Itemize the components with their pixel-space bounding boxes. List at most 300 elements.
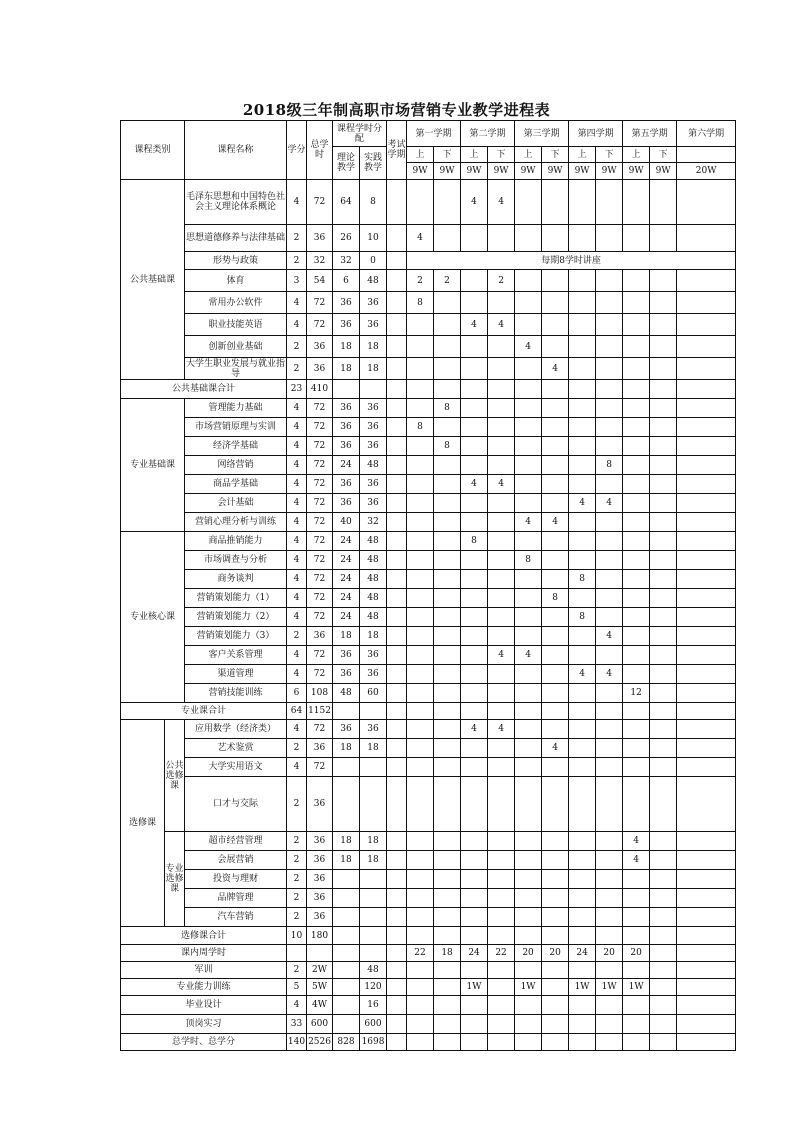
weekly-hours-cell bbox=[407, 608, 434, 627]
table-row bbox=[121, 456, 736, 475]
header-lower: 下 bbox=[650, 147, 677, 163]
weekly-hours-cell bbox=[515, 399, 542, 418]
practice-cell: 48 bbox=[360, 532, 387, 551]
weekly-hours-cell bbox=[677, 1034, 736, 1051]
empty-cell bbox=[488, 380, 515, 399]
weekly-hours-cell bbox=[677, 437, 736, 456]
course-name: 体育 bbox=[185, 270, 287, 292]
week-count: 9W bbox=[407, 163, 434, 180]
empty-cell bbox=[360, 927, 387, 945]
empty-cell bbox=[360, 380, 387, 399]
weekly-hours-cell bbox=[515, 475, 542, 494]
weekly-hours-cell bbox=[677, 945, 736, 962]
theory-cell: 36 bbox=[333, 646, 360, 665]
theory-cell: 32 bbox=[333, 252, 360, 270]
theory-cell: 24 bbox=[333, 551, 360, 570]
weekly-hours-cell bbox=[515, 996, 542, 1015]
course-name: 品牌管理 bbox=[185, 889, 287, 908]
theory-cell bbox=[333, 758, 360, 777]
weekly-hours-cell bbox=[677, 720, 736, 739]
weekly-hours-cell bbox=[488, 292, 515, 314]
week-count: 9W bbox=[515, 163, 542, 180]
weekly-hours-cell bbox=[650, 945, 677, 962]
weekly-hours-cell: 4 bbox=[542, 513, 569, 532]
exam-cell bbox=[387, 870, 407, 889]
exam-cell bbox=[387, 945, 407, 962]
summary-row bbox=[121, 945, 736, 962]
weekly-hours-cell bbox=[623, 475, 650, 494]
header-upper: 上 bbox=[407, 147, 434, 163]
hours-cell: 600 bbox=[307, 1015, 333, 1034]
weekly-hours-cell: 4 bbox=[488, 720, 515, 739]
weekly-hours-cell bbox=[596, 684, 623, 703]
course-name: 会计基础 bbox=[185, 494, 287, 513]
practice-cell: 48 bbox=[360, 456, 387, 475]
course-name: 思想道德修养与法律基础 bbox=[185, 225, 287, 252]
subtotal-label: 选修课合计 bbox=[121, 927, 287, 945]
hours-cell: 5W bbox=[307, 979, 333, 996]
weekly-hours-cell bbox=[569, 399, 596, 418]
weekly-hours-cell bbox=[650, 996, 677, 1015]
weekly-hours-cell bbox=[461, 1034, 488, 1051]
header-lower: 下 bbox=[542, 147, 569, 163]
credits-cell: 5 bbox=[287, 979, 307, 996]
weekly-hours-cell bbox=[623, 777, 650, 832]
weekly-hours-cell bbox=[515, 665, 542, 684]
weekly-hours-cell bbox=[542, 570, 569, 589]
weekly-hours-cell bbox=[569, 513, 596, 532]
category-professional-elective: 专业选修课 bbox=[165, 832, 185, 927]
weekly-hours-cell: 4 bbox=[461, 475, 488, 494]
weekly-hours-cell bbox=[569, 270, 596, 292]
weekly-hours-cell bbox=[434, 456, 461, 475]
weekly-hours-cell bbox=[542, 758, 569, 777]
weekly-hours-cell: 4 bbox=[488, 646, 515, 665]
weekly-hours-cell bbox=[623, 870, 650, 889]
theory-cell bbox=[333, 870, 360, 889]
theory-cell: 24 bbox=[333, 589, 360, 608]
header-upper: 上 bbox=[461, 147, 488, 163]
weekly-hours-cell bbox=[434, 513, 461, 532]
weekly-hours-cell bbox=[677, 889, 736, 908]
weekly-hours-cell: 8 bbox=[542, 589, 569, 608]
theory-cell: 48 bbox=[333, 684, 360, 703]
weekly-hours-cell bbox=[623, 665, 650, 684]
weekly-hours-cell: 20 bbox=[596, 945, 623, 962]
weekly-hours-cell bbox=[650, 551, 677, 570]
weekly-hours-cell bbox=[542, 627, 569, 646]
weekly-hours-cell bbox=[650, 270, 677, 292]
weekly-hours-cell bbox=[461, 1015, 488, 1034]
weekly-hours-cell bbox=[569, 739, 596, 758]
empty-cell bbox=[542, 927, 569, 945]
course-name: 投资与理财 bbox=[185, 870, 287, 889]
weekly-hours-cell: 4 bbox=[488, 180, 515, 225]
weekly-hours-cell bbox=[650, 962, 677, 979]
weekly-hours-cell bbox=[434, 1015, 461, 1034]
weekly-hours-cell bbox=[488, 589, 515, 608]
weekly-hours-cell bbox=[650, 475, 677, 494]
category-professional-core: 专业核心课 bbox=[121, 532, 185, 703]
weekly-hours-cell bbox=[542, 889, 569, 908]
table-row bbox=[121, 627, 736, 646]
weekly-hours-cell bbox=[623, 292, 650, 314]
weekly-hours-cell bbox=[542, 832, 569, 851]
theory-cell: 36 bbox=[333, 292, 360, 314]
weekly-hours-cell: 4 bbox=[596, 627, 623, 646]
weekly-hours-cell bbox=[461, 589, 488, 608]
weekly-hours-cell bbox=[515, 627, 542, 646]
table-row bbox=[121, 358, 736, 380]
header-upper: 上 bbox=[623, 147, 650, 163]
weekly-hours-cell bbox=[542, 336, 569, 358]
theory-cell: 828 bbox=[333, 1034, 360, 1051]
weekly-hours-cell bbox=[650, 739, 677, 758]
course-name: 渠道管理 bbox=[185, 665, 287, 684]
hours-cell: 36 bbox=[307, 336, 333, 358]
weekly-hours-cell: 8 bbox=[407, 292, 434, 314]
weekly-hours-cell bbox=[596, 608, 623, 627]
weekly-hours-cell bbox=[677, 832, 736, 851]
exam-cell bbox=[387, 1015, 407, 1034]
course-name: 毛泽东思想和中国特色社会主义理论体系概论 bbox=[185, 180, 287, 225]
table-row bbox=[121, 889, 736, 908]
weekly-hours-cell bbox=[569, 551, 596, 570]
weekly-hours-cell bbox=[407, 570, 434, 589]
table-row bbox=[121, 870, 736, 889]
category-public-basic: 公共基础课 bbox=[121, 180, 185, 380]
weekly-hours-cell bbox=[596, 314, 623, 336]
credits-cell: 4 bbox=[287, 551, 307, 570]
exam-cell bbox=[387, 720, 407, 739]
weekly-hours-cell: 4 bbox=[542, 358, 569, 380]
weekly-hours-cell bbox=[407, 684, 434, 703]
subtotal-row bbox=[121, 380, 736, 399]
weekly-hours-cell bbox=[650, 608, 677, 627]
theory-cell: 36 bbox=[333, 399, 360, 418]
weekly-hours-cell bbox=[569, 832, 596, 851]
weekly-hours-cell bbox=[542, 494, 569, 513]
practice-cell: 18 bbox=[360, 358, 387, 380]
weekly-hours-cell bbox=[650, 979, 677, 996]
table-row bbox=[121, 720, 736, 739]
weekly-hours-cell bbox=[677, 456, 736, 475]
weekly-hours-cell bbox=[488, 627, 515, 646]
weekly-hours-cell bbox=[677, 358, 736, 380]
weekly-hours-cell bbox=[650, 870, 677, 889]
weekly-hours-cell bbox=[650, 720, 677, 739]
table-row bbox=[121, 475, 736, 494]
theory-cell bbox=[333, 777, 360, 832]
weekly-hours-cell bbox=[488, 456, 515, 475]
hours-cell: 72 bbox=[307, 314, 333, 336]
theory-cell: 18 bbox=[333, 358, 360, 380]
header-semester-6: 第六学期 bbox=[677, 121, 736, 147]
weekly-hours-cell bbox=[434, 684, 461, 703]
weekly-hours-cell bbox=[596, 336, 623, 358]
weekly-hours-cell bbox=[677, 851, 736, 870]
weekly-hours-cell bbox=[542, 851, 569, 870]
practice-cell: 36 bbox=[360, 720, 387, 739]
weekly-hours-cell bbox=[461, 418, 488, 437]
weekly-hours-cell: 4 bbox=[407, 225, 434, 252]
header-course-name: 课程名称 bbox=[185, 121, 287, 180]
weekly-hours-cell bbox=[488, 513, 515, 532]
weekly-hours-cell bbox=[434, 889, 461, 908]
hours-cell: 54 bbox=[307, 270, 333, 292]
hours-cell: 72 bbox=[307, 570, 333, 589]
course-name: 管理能力基础 bbox=[185, 399, 287, 418]
exam-cell bbox=[387, 627, 407, 646]
empty-cell bbox=[515, 380, 542, 399]
weekly-hours-cell bbox=[569, 456, 596, 475]
credits-cell: 4 bbox=[287, 996, 307, 1015]
weekly-hours-cell bbox=[434, 589, 461, 608]
weekly-hours-cell bbox=[488, 665, 515, 684]
empty-cell bbox=[461, 380, 488, 399]
course-name: 常用办公软件 bbox=[185, 292, 287, 314]
weekly-hours-cell bbox=[407, 851, 434, 870]
week-count: 9W bbox=[461, 163, 488, 180]
weekly-hours-cell bbox=[515, 1015, 542, 1034]
weekly-hours-cell bbox=[461, 665, 488, 684]
table-row bbox=[121, 758, 736, 777]
header-practice: 实践教学 bbox=[360, 147, 387, 180]
practice-cell: 48 bbox=[360, 962, 387, 979]
empty-cell bbox=[569, 703, 596, 720]
weekly-hours-cell bbox=[596, 418, 623, 437]
weekly-hours-cell bbox=[488, 1015, 515, 1034]
empty-cell bbox=[596, 380, 623, 399]
practice-cell: 36 bbox=[360, 437, 387, 456]
credits-cell: 140 bbox=[287, 1034, 307, 1051]
weekly-hours-cell bbox=[407, 336, 434, 358]
weekly-hours-cell bbox=[434, 225, 461, 252]
weekly-hours-cell bbox=[623, 889, 650, 908]
weekly-hours-cell bbox=[515, 720, 542, 739]
course-name: 营销策划能力（2） bbox=[185, 608, 287, 627]
subtotal-label: 专业课合计 bbox=[121, 703, 287, 720]
weekly-hours-cell bbox=[461, 399, 488, 418]
theory-cell: 36 bbox=[333, 437, 360, 456]
exam-cell bbox=[387, 336, 407, 358]
weekly-hours-cell bbox=[569, 314, 596, 336]
table-row bbox=[121, 225, 736, 252]
weekly-hours-cell bbox=[677, 589, 736, 608]
empty-cell bbox=[407, 380, 434, 399]
weekly-hours-cell bbox=[461, 684, 488, 703]
weekly-hours-cell: 2 bbox=[488, 270, 515, 292]
weekly-hours-cell bbox=[650, 832, 677, 851]
hours-cell: 36 bbox=[307, 358, 333, 380]
weekly-hours-cell bbox=[407, 739, 434, 758]
exam-cell bbox=[387, 437, 407, 456]
weekly-hours-cell bbox=[407, 513, 434, 532]
credits-cell: 3 bbox=[287, 270, 307, 292]
week-count: 9W bbox=[569, 163, 596, 180]
empty-cell bbox=[569, 380, 596, 399]
weekly-hours-cell bbox=[434, 962, 461, 979]
weekly-hours-cell bbox=[515, 418, 542, 437]
weekly-hours-cell bbox=[623, 456, 650, 475]
weekly-hours-cell bbox=[596, 889, 623, 908]
credits-cell: 6 bbox=[287, 684, 307, 703]
theory-cell: 26 bbox=[333, 225, 360, 252]
summary-row bbox=[121, 1034, 736, 1051]
weekly-hours-cell bbox=[488, 418, 515, 437]
weekly-hours-cell bbox=[623, 608, 650, 627]
course-name: 创新创业基础 bbox=[185, 336, 287, 358]
table-row bbox=[121, 270, 736, 292]
weekly-hours-cell bbox=[461, 292, 488, 314]
weekly-hours-cell bbox=[542, 292, 569, 314]
weekly-hours-cell bbox=[677, 570, 736, 589]
practice-cell: 36 bbox=[360, 418, 387, 437]
weekly-hours-cell bbox=[569, 336, 596, 358]
weekly-hours-cell bbox=[677, 314, 736, 336]
weekly-hours-cell bbox=[677, 180, 736, 225]
course-name: 网络营销 bbox=[185, 456, 287, 475]
weekly-hours-cell bbox=[434, 646, 461, 665]
table-row bbox=[121, 292, 736, 314]
weekly-hours-cell bbox=[596, 225, 623, 252]
weekly-hours-cell bbox=[623, 589, 650, 608]
weekly-hours-cell bbox=[488, 494, 515, 513]
weekly-hours-cell bbox=[650, 589, 677, 608]
credits-cell: 23 bbox=[287, 380, 307, 399]
teaching-schedule-table bbox=[120, 120, 736, 1051]
table-row bbox=[121, 314, 736, 336]
weekly-hours-cell bbox=[434, 777, 461, 832]
empty-cell bbox=[488, 927, 515, 945]
empty-cell bbox=[623, 703, 650, 720]
header-hour-allocation: 课程学时分配 bbox=[333, 121, 387, 147]
weekly-hours-cell bbox=[434, 180, 461, 225]
summary-label: 顶岗实习 bbox=[121, 1015, 287, 1034]
practice-cell: 36 bbox=[360, 494, 387, 513]
weekly-hours-cell bbox=[488, 336, 515, 358]
weekly-hours-cell bbox=[677, 665, 736, 684]
table-row bbox=[121, 851, 736, 870]
weekly-hours-cell bbox=[623, 336, 650, 358]
exam-cell bbox=[387, 962, 407, 979]
table-row bbox=[121, 665, 736, 684]
theory-cell: 24 bbox=[333, 532, 360, 551]
weekly-hours-cell bbox=[569, 908, 596, 927]
weekly-hours-cell bbox=[650, 777, 677, 832]
practice-cell: 48 bbox=[360, 608, 387, 627]
weekly-hours-cell: 4 bbox=[515, 646, 542, 665]
practice-cell: 36 bbox=[360, 292, 387, 314]
exam-cell bbox=[387, 570, 407, 589]
weekly-hours-cell bbox=[434, 336, 461, 358]
weekly-hours-cell bbox=[542, 475, 569, 494]
weekly-hours-cell bbox=[569, 758, 596, 777]
weekly-hours-cell bbox=[650, 758, 677, 777]
weekly-hours-cell bbox=[542, 665, 569, 684]
weekly-hours-cell: 4 bbox=[623, 832, 650, 851]
credits-cell: 4 bbox=[287, 665, 307, 684]
hours-cell: 72 bbox=[307, 399, 333, 418]
exam-cell bbox=[387, 739, 407, 758]
weekly-hours-cell: 12 bbox=[623, 684, 650, 703]
weekly-hours-cell bbox=[623, 494, 650, 513]
weekly-hours-cell bbox=[434, 665, 461, 684]
weekly-hours-cell bbox=[542, 1015, 569, 1034]
weekly-hours-cell bbox=[623, 646, 650, 665]
credits-cell: 4 bbox=[287, 720, 307, 739]
weekly-hours-cell bbox=[569, 532, 596, 551]
weekly-hours-cell: 8 bbox=[434, 399, 461, 418]
hours-cell: 72 bbox=[307, 292, 333, 314]
practice-cell: 8 bbox=[360, 180, 387, 225]
weekly-hours-cell bbox=[407, 665, 434, 684]
weekly-hours-cell bbox=[434, 532, 461, 551]
practice-cell: 48 bbox=[360, 551, 387, 570]
table-row bbox=[121, 418, 736, 437]
weekly-hours-cell bbox=[623, 996, 650, 1015]
weekly-hours-cell bbox=[461, 551, 488, 570]
weekly-hours-cell bbox=[623, 513, 650, 532]
subtotal-label: 公共基础课合计 bbox=[121, 380, 287, 399]
credits-cell: 4 bbox=[287, 399, 307, 418]
weekly-hours-cell bbox=[407, 532, 434, 551]
weekly-hours-cell bbox=[515, 456, 542, 475]
weekly-hours-cell: 4 bbox=[515, 513, 542, 532]
weekly-hours-cell bbox=[407, 627, 434, 646]
weekly-hours-cell bbox=[677, 979, 736, 996]
table-row bbox=[121, 608, 736, 627]
hours-cell: 72 bbox=[307, 646, 333, 665]
exam-cell bbox=[387, 314, 407, 336]
course-name: 营销策划能力（1） bbox=[185, 589, 287, 608]
table-row bbox=[121, 589, 736, 608]
weekly-hours-cell bbox=[650, 532, 677, 551]
weekly-hours-cell bbox=[677, 962, 736, 979]
weekly-hours-cell bbox=[407, 1034, 434, 1051]
weekly-hours-cell bbox=[434, 570, 461, 589]
weekly-hours-cell bbox=[623, 908, 650, 927]
header-credits: 学分 bbox=[287, 121, 307, 180]
weekly-hours-cell bbox=[650, 292, 677, 314]
weekly-hours-cell bbox=[596, 851, 623, 870]
empty-cell bbox=[434, 703, 461, 720]
practice-cell: 36 bbox=[360, 646, 387, 665]
hours-cell: 36 bbox=[307, 627, 333, 646]
practice-cell: 120 bbox=[360, 979, 387, 996]
table-row bbox=[121, 739, 736, 758]
practice-cell: 0 bbox=[360, 252, 387, 270]
hours-cell: 72 bbox=[307, 665, 333, 684]
weekly-hours-cell bbox=[407, 399, 434, 418]
weekly-hours-cell bbox=[434, 608, 461, 627]
weekly-hours-cell bbox=[569, 851, 596, 870]
table-row bbox=[121, 646, 736, 665]
theory-cell: 36 bbox=[333, 475, 360, 494]
hours-cell: 72 bbox=[307, 456, 333, 475]
weekly-hours-cell bbox=[515, 684, 542, 703]
weekly-hours-cell bbox=[596, 532, 623, 551]
weekly-hours-cell bbox=[569, 1015, 596, 1034]
exam-cell bbox=[387, 684, 407, 703]
weekly-hours-cell: 22 bbox=[407, 945, 434, 962]
weekly-hours-cell bbox=[488, 1034, 515, 1051]
weekly-hours-cell bbox=[461, 889, 488, 908]
hours-cell: 72 bbox=[307, 180, 333, 225]
theory-cell bbox=[333, 908, 360, 927]
weekly-hours-cell bbox=[461, 570, 488, 589]
exam-cell bbox=[387, 832, 407, 851]
